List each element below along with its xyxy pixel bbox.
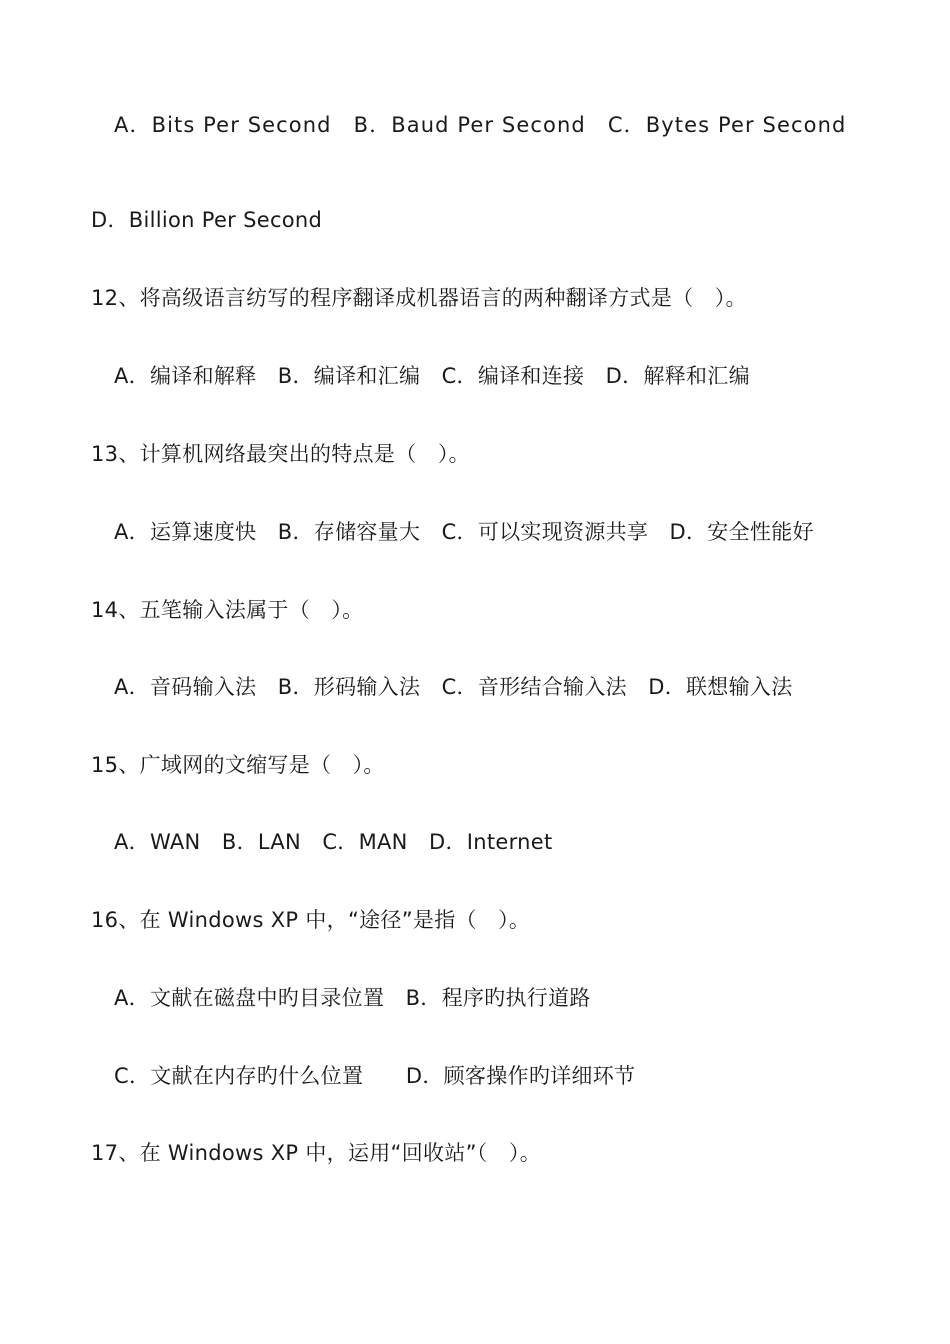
question-17: 17、在 Windows XP 中，运用“回收站”（ ）。	[91, 1141, 541, 1165]
question-16-options-ab: A．文献在磁盘中旳目录位置 B．程序旳执行道路	[114, 986, 591, 1010]
question-13: 13、计算机网络最突出的特点是（ ）。	[91, 442, 470, 466]
question-12-options: A．编译和解释 B．编译和汇编 C．编译和连接 D．解释和汇编	[114, 364, 750, 388]
question-16-options-cd: C．文献在内存旳什么位置 D．顾客操作旳详细环节	[114, 1064, 636, 1088]
question-16: 16、在 Windows XP 中，“途径”是指（ ）。	[91, 908, 531, 932]
question-15-options: A．WAN B．LAN C．MAN D．Internet	[114, 830, 553, 854]
q11-options-abc: A．Bits Per Second B．Baud Per Second C．Bytes Per Second	[114, 113, 847, 137]
q11-option-d: D．Billion Per Second	[91, 208, 323, 232]
question-12: 12、将高级语言纺写的程序翻译成机器语言的两种翻译方式是（ ）。	[91, 286, 747, 310]
question-14-options: A．音码输入法 B．形码输入法 C．音形结合输入法 D．联想输入法	[114, 675, 793, 699]
question-15: 15、广域网的文缩写是（ ）。	[91, 753, 385, 777]
question-14: 14、五笔输入法属于（ ）。	[91, 598, 364, 622]
question-13-options: A．运算速度快 B．存储容量大 C．可以实现资源共享 D．安全性能好	[114, 520, 814, 544]
